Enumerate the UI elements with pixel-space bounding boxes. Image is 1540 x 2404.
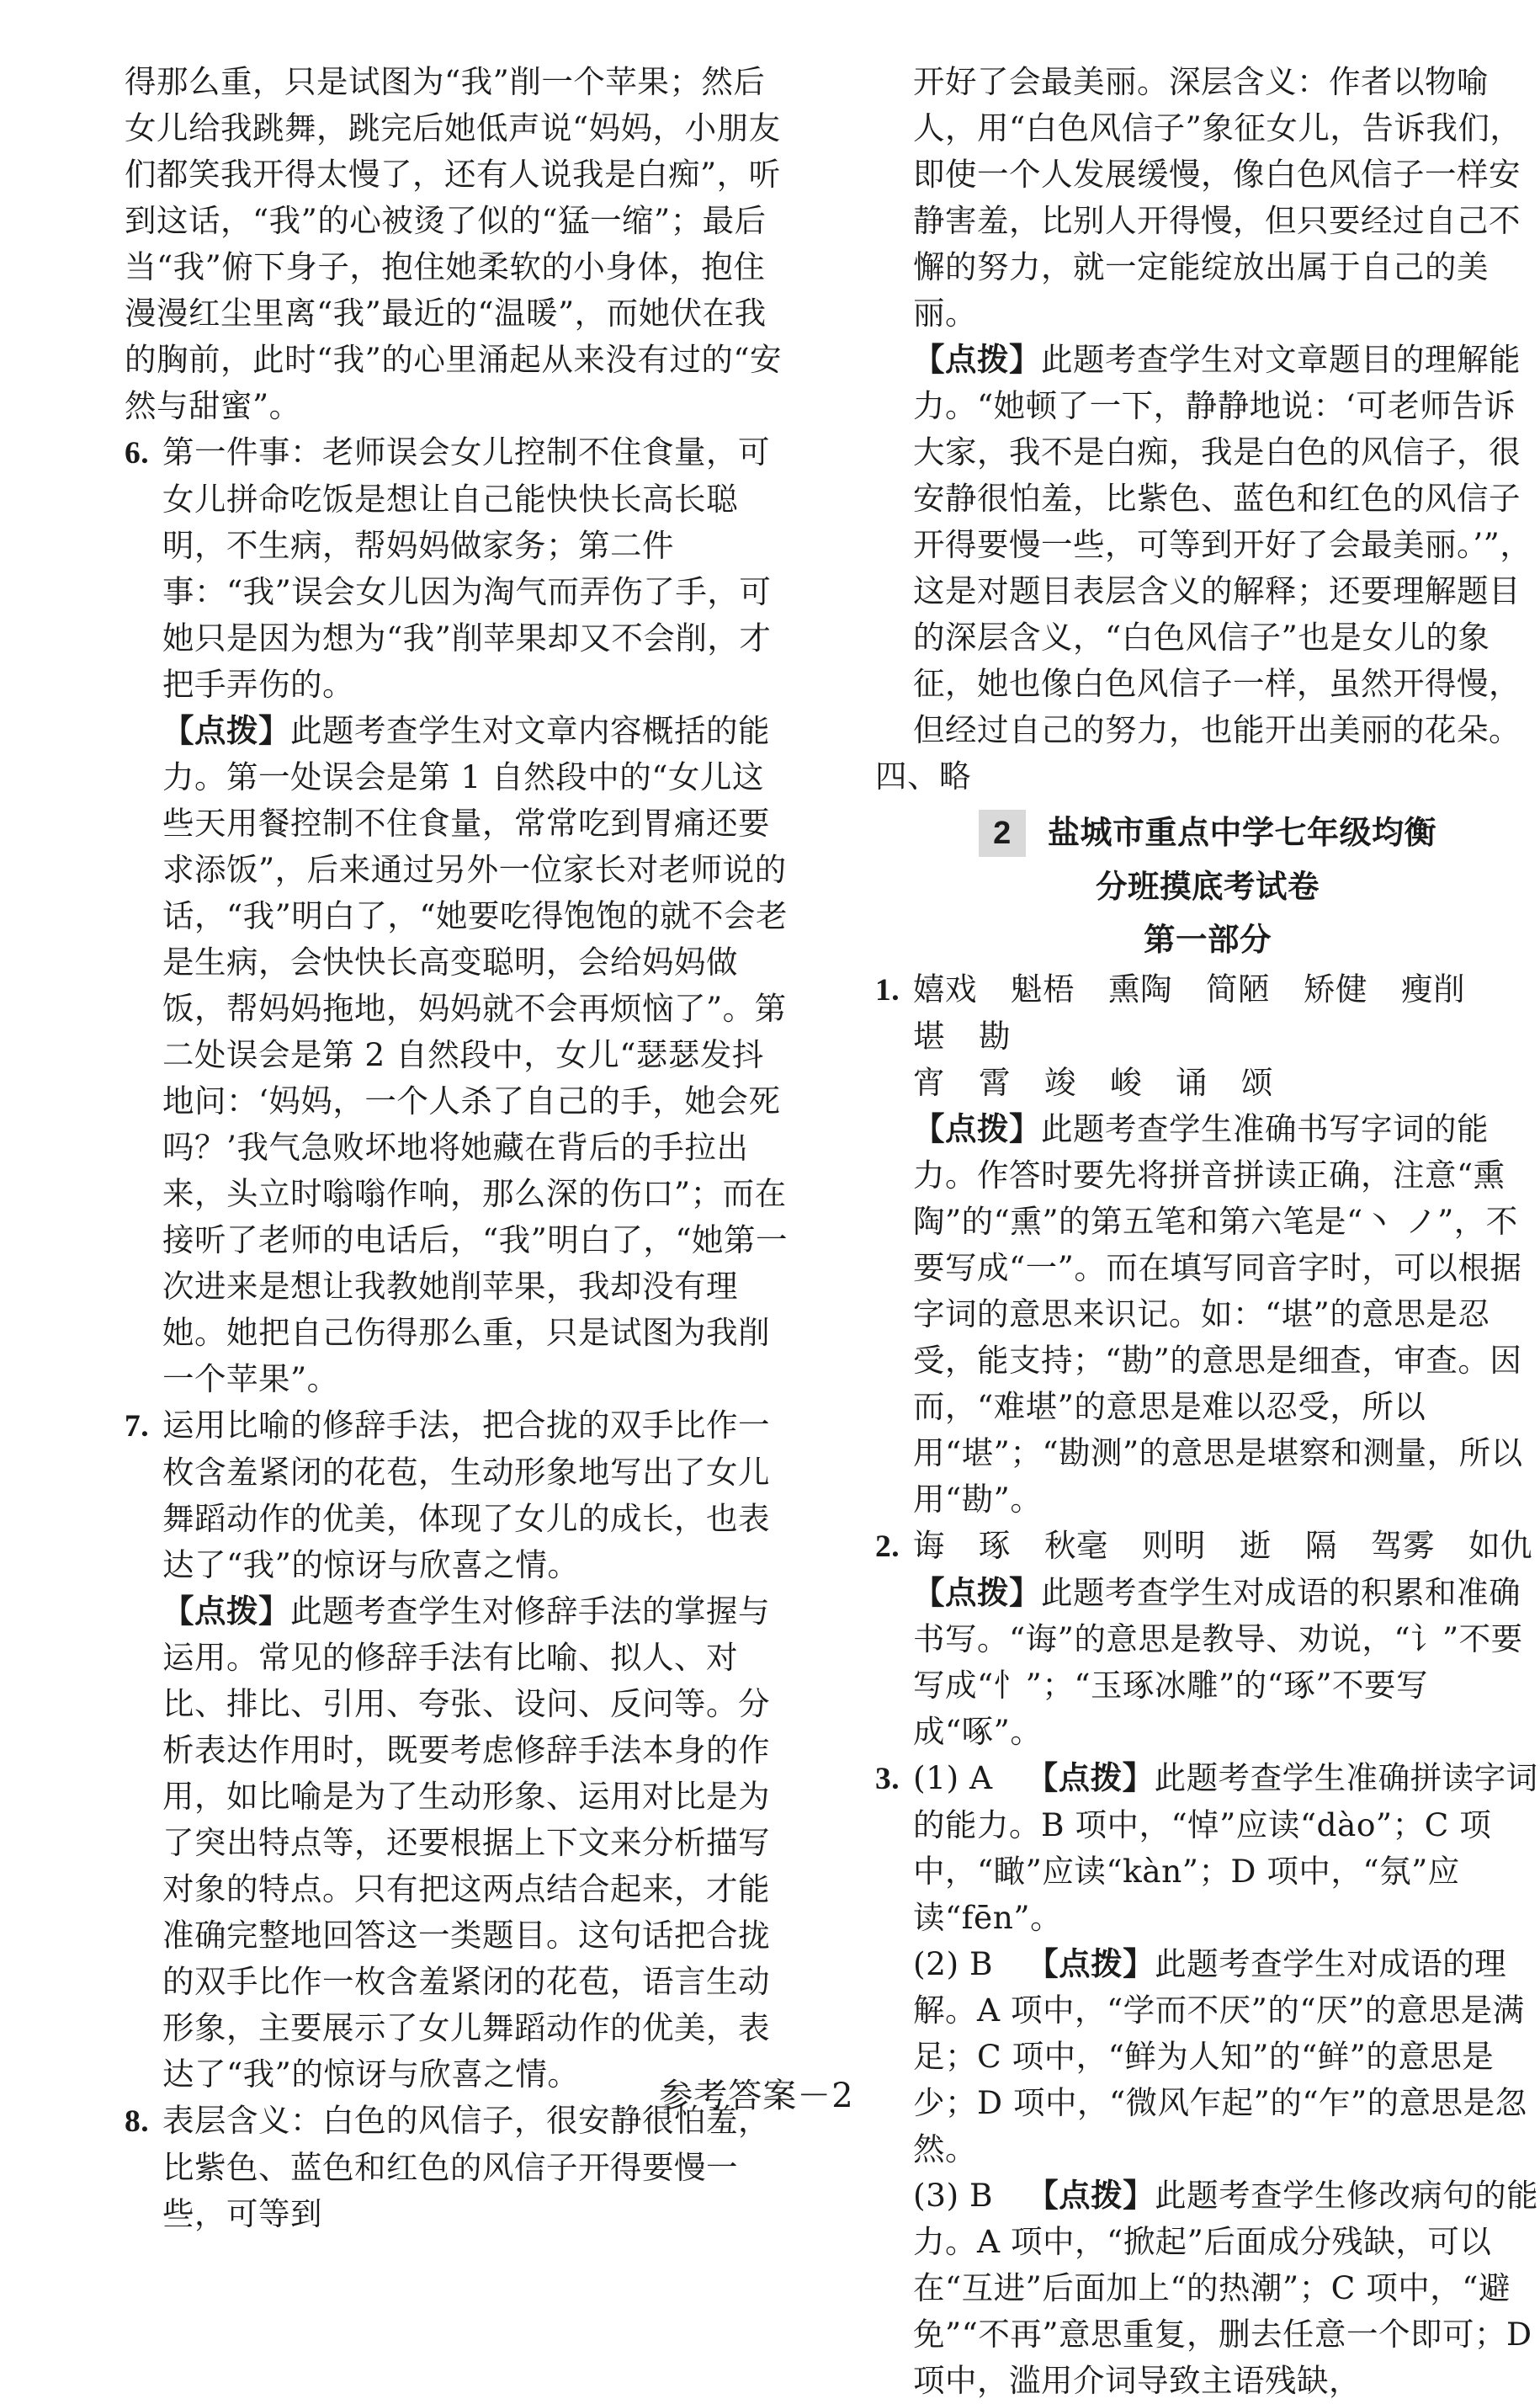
hint-tag: 【点拨】 [913,341,1041,378]
question-8-note [875,337,1540,753]
section-title-line2: 分班摸底考试卷 [1096,868,1320,905]
question-number: 6. [125,436,150,471]
question-6-answer [125,429,789,708]
left-column [125,59,789,2237]
right-column [875,59,1540,2404]
hint-text: 此题考查学生对成语的积累和准确书写。“诲”的意思是教导、劝说，“讠”不要写成“忄”；“玉琢冰雕”的“琢”不要写成“啄”。 [913,1574,1523,1750]
question-7-note [125,1588,789,2098]
question-1-answer: 1. 嬉戏 魁梧 熏陶 简陋 矫健 瘦削堪 勘 [875,966,1540,1060]
question-3-part3: (3) B 【点拨】此题考查学生修改病句的能力。A 项中，“掀起”后面成分残缺，可以在“互进”后面加上“的热潮”；C 项中，“避免”“不再”意思重复，删去任意一个即可；D 项中，滥用介词导致主语残缺， [913,2177,1539,2399]
part-four: 四、略 [875,758,971,795]
answer-text: 表层含义：白色的风信子，很安静很怕羞，比紫色、蓝色和红色的风信子开得要慢一些，可等到 [162,2102,770,2232]
question-2-note [875,1570,1540,1755]
hint-text: 此题考查学生对文章题目的理解能力。“她顿了一下，静静地说：‘可老师告诉大家，我不是白痴，我是白色的风信子，很安静很怕羞，比紫色、蓝色和红色的风信子开得要慢一些，可等到开好了会最美丽。’”，这是对题目表层含义的解释；还要理解题目的深层含义，“白色风信子”也是女儿的象征，她也像白色风信子一样，虽然开得慢，但经过自己的努力，也能开出美丽的花朵。 [913,341,1532,748]
question-8-answer [125,2098,789,2237]
question-number: 2. [875,1529,900,1564]
hint-text: 此题考查学生对文章内容概括的能力。第一处误会是第 1 自然段中的“女儿这些天用餐控制不住食量，常常吃到胃痛还要求添饭”，后来通过另外一位家长对老师说的话，“我”明白了，“她要吃得饱饱的就不会老是生病，会快快长高变聪明，会给妈妈做饭，帮妈妈拖地，妈妈就不会再烦恼了”。第二处误会是第 2 自然段中，女儿“瑟瑟发抖地问：‘妈妈，一个人杀了自己的手，她会死吗？’我气急败坏地将她藏在背后的手拉出来，头立时嗡嗡作响，那么深的伤口”；而在接听了老师的电话后，“我”明白了，“她第一次进来是想让我教她削苹果，我却没有理她。她把自己伤得那么重，只是试图为我削一个苹果”。 [162,712,789,1397]
question-3-part2: (2) B 【点拨】此题考查学生对成语的理解。A 项中，“学而不厌”的“厌”的意思是满足；C 项中，“鲜为人知”的“鲜”的意思是少；D 项中，“微风乍起”的“乍”的意思是忽然。 [913,1945,1527,2167]
question-6-note [125,708,789,1402]
exam-section-header [875,810,1540,857]
question-number: 7. [125,1409,150,1444]
question-7-answer [125,1402,789,1588]
answer-text: 运用比喻的修辞手法，把合拢的双手比作一枚含羞紧闭的花苞，生动形象地写出了女儿舞蹈动作的优美，体现了女儿的成长，也表达了“我”的惊讶与欣喜之情。 [162,1407,770,1583]
hint-tag: 【点拨】 [162,712,290,749]
answer-text: 第一件事：老师误会女儿控制不住食量，可女儿拼命吃饭是想让自己能快快长高长聪明，不生病，帮妈妈做家务；第二件事：“我”误会女儿因为淘气而弄伤了手，可她只是因为想为“我”削苹果却又不会削，才把手弄伤的。 [162,433,772,703]
paragraph-continued: 得那么重，只是试图为“我”削一个苹果；然后女儿给我跳舞，跳完后她低声说“妈妈，小朋友们都笑我开得太慢了，还有人说我是白痴”，听到这话，“我”的心被烫了似的“猛一缩”；最后当“我”俯下身子，抱住她柔软的小身体，抱住漫漫红尘里离“我”最近的“温暖”，而她伏在我的胸前，此时“我”的心里涌起从来没有过的“安然与甜蜜”。 [125,63,783,424]
section-title-line1: 盐城市重点中学七年级均衡 [1047,814,1436,851]
question-number: 3. [875,1762,900,1796]
hint-tag: 【点拨】 [162,1593,290,1630]
hint-tag: 【点拨】 [913,1110,1041,1147]
question-number: 8. [125,2104,150,2139]
question-2-answer: 2. 诲 琢 秋毫 则明 逝 隔 驾雾 如仇 [875,1523,1540,1570]
question-8-continued: 开好了会最美丽。深层含义：作者以物喻人，用“白色风信子”象征女儿，告诉我们，即使一个人发展缓慢，像白色风信子一样安静害羞，比别人开得慢，但只要经过自己不懈的努力，就一定能绽放出属于自己的美丽。 [913,63,1522,332]
hint-text: 此题考查学生对修辞手法的掌握与运用。常见的修辞手法有比喻、拟人、对比、排比、引用、夸张、设问、反问等。分析表达作用时，既要考虑修辞手法本身的作用，如比喻是为了生动形象、运用对比是为了突出特点等，还要根据上下文来分析描写对象的特点。只有把这两点结合起来，才能准确完整地回答这一类题目。这句话把合拢的双手比作一枚含羞紧闭的花苞，语言生动形象，主要展示了女儿舞蹈动作的优美，表达了“我”的惊讶与欣喜之情。 [162,1593,770,2093]
question-1-answer-line2: 宵 霄 竣 峻 诵 颂 [913,1064,1273,1101]
question-number: 1. [875,973,900,1008]
hint-text: 此题考查学生准确书写字词的能力。作答时要先将拼音拼读正确，注意“熏陶”的“熏”的第五笔和第六笔是“丶 ノ”，不要写成“一”。而在填写同音字时，可以根据字词的意思来识记。如：“堪”的意思是忍受，能支持；“勘”的意思是细查，审查。因而，“难堪”的意思是难以忍受，所以用“堪”；“勘测”的意思是堪察和测量，所以用“勘”。 [913,1110,1523,1518]
section-number-badge: 2 [979,810,1026,857]
question-1-note [875,1106,1540,1523]
page-footer: 参考答案－2 [659,2077,854,2115]
hint-tag: 【点拨】 [913,1574,1041,1611]
question-3-part1: 3. (1) A 【点拨】此题考查学生准确拼读字词的能力。B 项中，“悼”应读“dào”；C 项中，“瞰”应读“kàn”；D 项中，“氛”应读“fēn”。 [875,1755,1540,1941]
part-heading: 第一部分 [1144,921,1272,958]
